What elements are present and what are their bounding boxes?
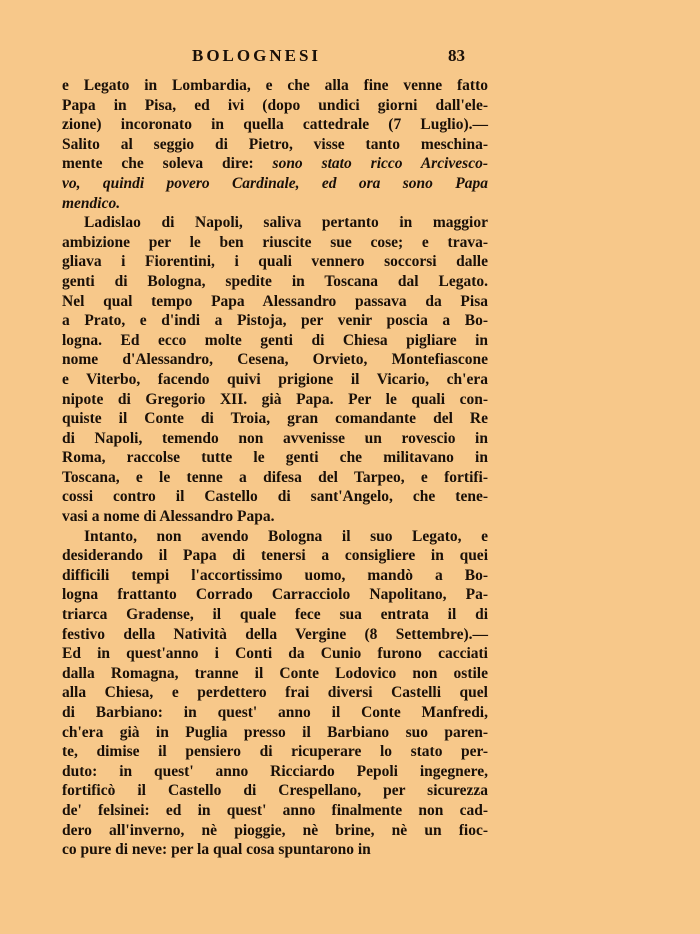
text-line	[62, 781, 488, 801]
line-text: di Barbiano: in quest' anno il Conte Manfredi,	[62, 704, 488, 721]
line-text: nipote di Gregorio XII. già Papa. Per le quali con-	[62, 390, 488, 408]
text-line	[62, 370, 488, 390]
text-line	[62, 585, 488, 605]
text-line	[62, 683, 488, 703]
line-text: cossi contro il Castello di sant'Angelo, che tene-	[62, 488, 488, 506]
line-text: quiste il Conte di Troia, gran comandante del Re	[62, 410, 488, 428]
line-text: co pure di neve: per la qual cosa spuntarono in	[62, 841, 371, 859]
line-text: ambizione per le ben riuscite sue cose; e trava-	[62, 233, 488, 251]
text-line	[62, 233, 488, 253]
line-text: duto: in quest' anno Ricciardo Pepoli ingegnere,	[62, 762, 488, 780]
paragraph	[62, 527, 488, 860]
line-text: festivo della Natività della Vergine (8 Settembre).—	[62, 625, 488, 643]
line-text: Ladislao di Napoli, saliva pertanto in maggior	[84, 214, 488, 232]
line-text: vasi a nome di Alessandro Papa.	[62, 508, 275, 526]
line-text: ch'era già in Puglia presso il Barbiano suo paren-	[62, 723, 488, 741]
line-text: Ed in quest'anno i Conti da Cunio furono cacciati	[62, 645, 488, 663]
text-line	[62, 350, 488, 370]
text-line	[62, 625, 488, 645]
text-line	[62, 311, 488, 331]
line-text: nome d'Alessandro, Cesena, Orvieto, Montefiascone	[62, 351, 488, 369]
line-text: de' felsinei: ed in quest' anno finalmente non cad-	[62, 801, 488, 819]
line-text: Salito al seggio di Pietro, visse tanto meschina-	[62, 135, 488, 153]
running-title: BOLOGNESI	[192, 46, 322, 65]
text-line	[62, 331, 488, 351]
text-line	[62, 96, 488, 116]
paragraph	[62, 76, 488, 213]
line-text: e Legato in Lombardia, e che alla fine venne fatto	[62, 77, 488, 94]
text-line	[62, 174, 488, 194]
text-line	[62, 546, 488, 566]
italic-quote: sono stato ricco Arcivesco-	[272, 155, 488, 173]
line-text: logna frattanto Corrado Carracciolo Napolitano, Pa-	[62, 586, 488, 604]
text-line	[62, 742, 488, 762]
line-text: mente che soleva dire:	[62, 155, 273, 173]
line-text: desiderando il Papa di tenersi a consigliere in quei	[62, 547, 488, 565]
line-text: triarca Gradense, il quale fece sua entrata il di	[62, 606, 488, 624]
text-line	[62, 664, 488, 684]
line-text: Intanto, non avendo Bologna il suo Legato, e	[84, 527, 488, 545]
text-line	[62, 252, 488, 272]
text-line	[62, 527, 488, 547]
line-text: Papa in Pisa, ed ivi (dopo undici giorni dall'ele-	[62, 96, 488, 114]
text-line	[62, 644, 488, 664]
line-text: difficili tempi l'accortissimo uomo, mandò a Bo-	[62, 566, 488, 584]
text-line	[62, 801, 488, 821]
line-text: Roma, raccolse tutte le genti che militavano in	[62, 449, 488, 467]
text-line	[62, 292, 488, 312]
running-header	[0, 46, 700, 68]
line-text: logna. Ed ecco molte genti di Chiesa pigliare in	[62, 331, 488, 349]
line-text: Toscana, e le tenne a difesa del Tarpeo, e fortifi-	[62, 468, 488, 486]
text-line	[62, 409, 488, 429]
text-line	[62, 429, 488, 449]
line-text: Nel qual tempo Papa Alessandro passava da Pisa	[62, 292, 488, 310]
text-line	[62, 821, 488, 841]
text-line	[62, 840, 488, 860]
text-line	[62, 468, 488, 488]
text-line	[62, 487, 488, 507]
text-line	[62, 703, 488, 723]
text-line	[62, 135, 488, 155]
italic-quote: vo, quindi povero Cardinale, ed ora sono Papa	[62, 174, 488, 192]
text-line	[62, 762, 488, 782]
text-line	[62, 507, 488, 527]
line-text: dero all'inverno, nè pioggie, nè brine, nè un fioc-	[62, 821, 488, 839]
line-text: gliava i Fiorentini, i quali vennero soccorsi dalle	[62, 253, 488, 271]
line-text: te, dimise il pensiero di ricuperare lo stato per-	[62, 743, 488, 761]
text-line	[62, 605, 488, 625]
text-line	[62, 723, 488, 743]
text-line	[62, 154, 488, 174]
line-text: e Viterbo, facendo quivi prigione il Vicario, ch'era	[62, 370, 488, 388]
line-text: zione) incoronato in quella cattedrale (7 Luglio).—	[62, 116, 488, 134]
text-line	[62, 76, 488, 96]
line-text: alla Chiesa, e perdettero frai diversi Castelli quel	[62, 684, 488, 702]
body-text	[62, 76, 488, 860]
text-line	[62, 194, 488, 214]
page-number: 83	[448, 46, 465, 65]
text-line	[62, 213, 488, 233]
line-text: di Napoli, temendo non avvenisse un rovescio in	[62, 429, 488, 447]
text-line	[62, 448, 488, 468]
paragraph	[62, 213, 488, 527]
text-line	[62, 115, 488, 135]
line-text: fortificò il Castello di Crespellano, per sicurezza	[62, 782, 488, 800]
line-text: a Prato, e d'indi a Pistoja, per venir poscia a Bo-	[62, 312, 488, 330]
italic-quote: mendico.	[62, 194, 121, 212]
line-text: genti di Bologna, spedite in Toscana dal Legato.	[62, 272, 488, 290]
text-line	[62, 272, 488, 292]
text-line	[62, 390, 488, 410]
text-line	[62, 566, 488, 586]
line-text: dalla Romagna, tranne il Conte Lodovico non ostile	[62, 664, 488, 682]
